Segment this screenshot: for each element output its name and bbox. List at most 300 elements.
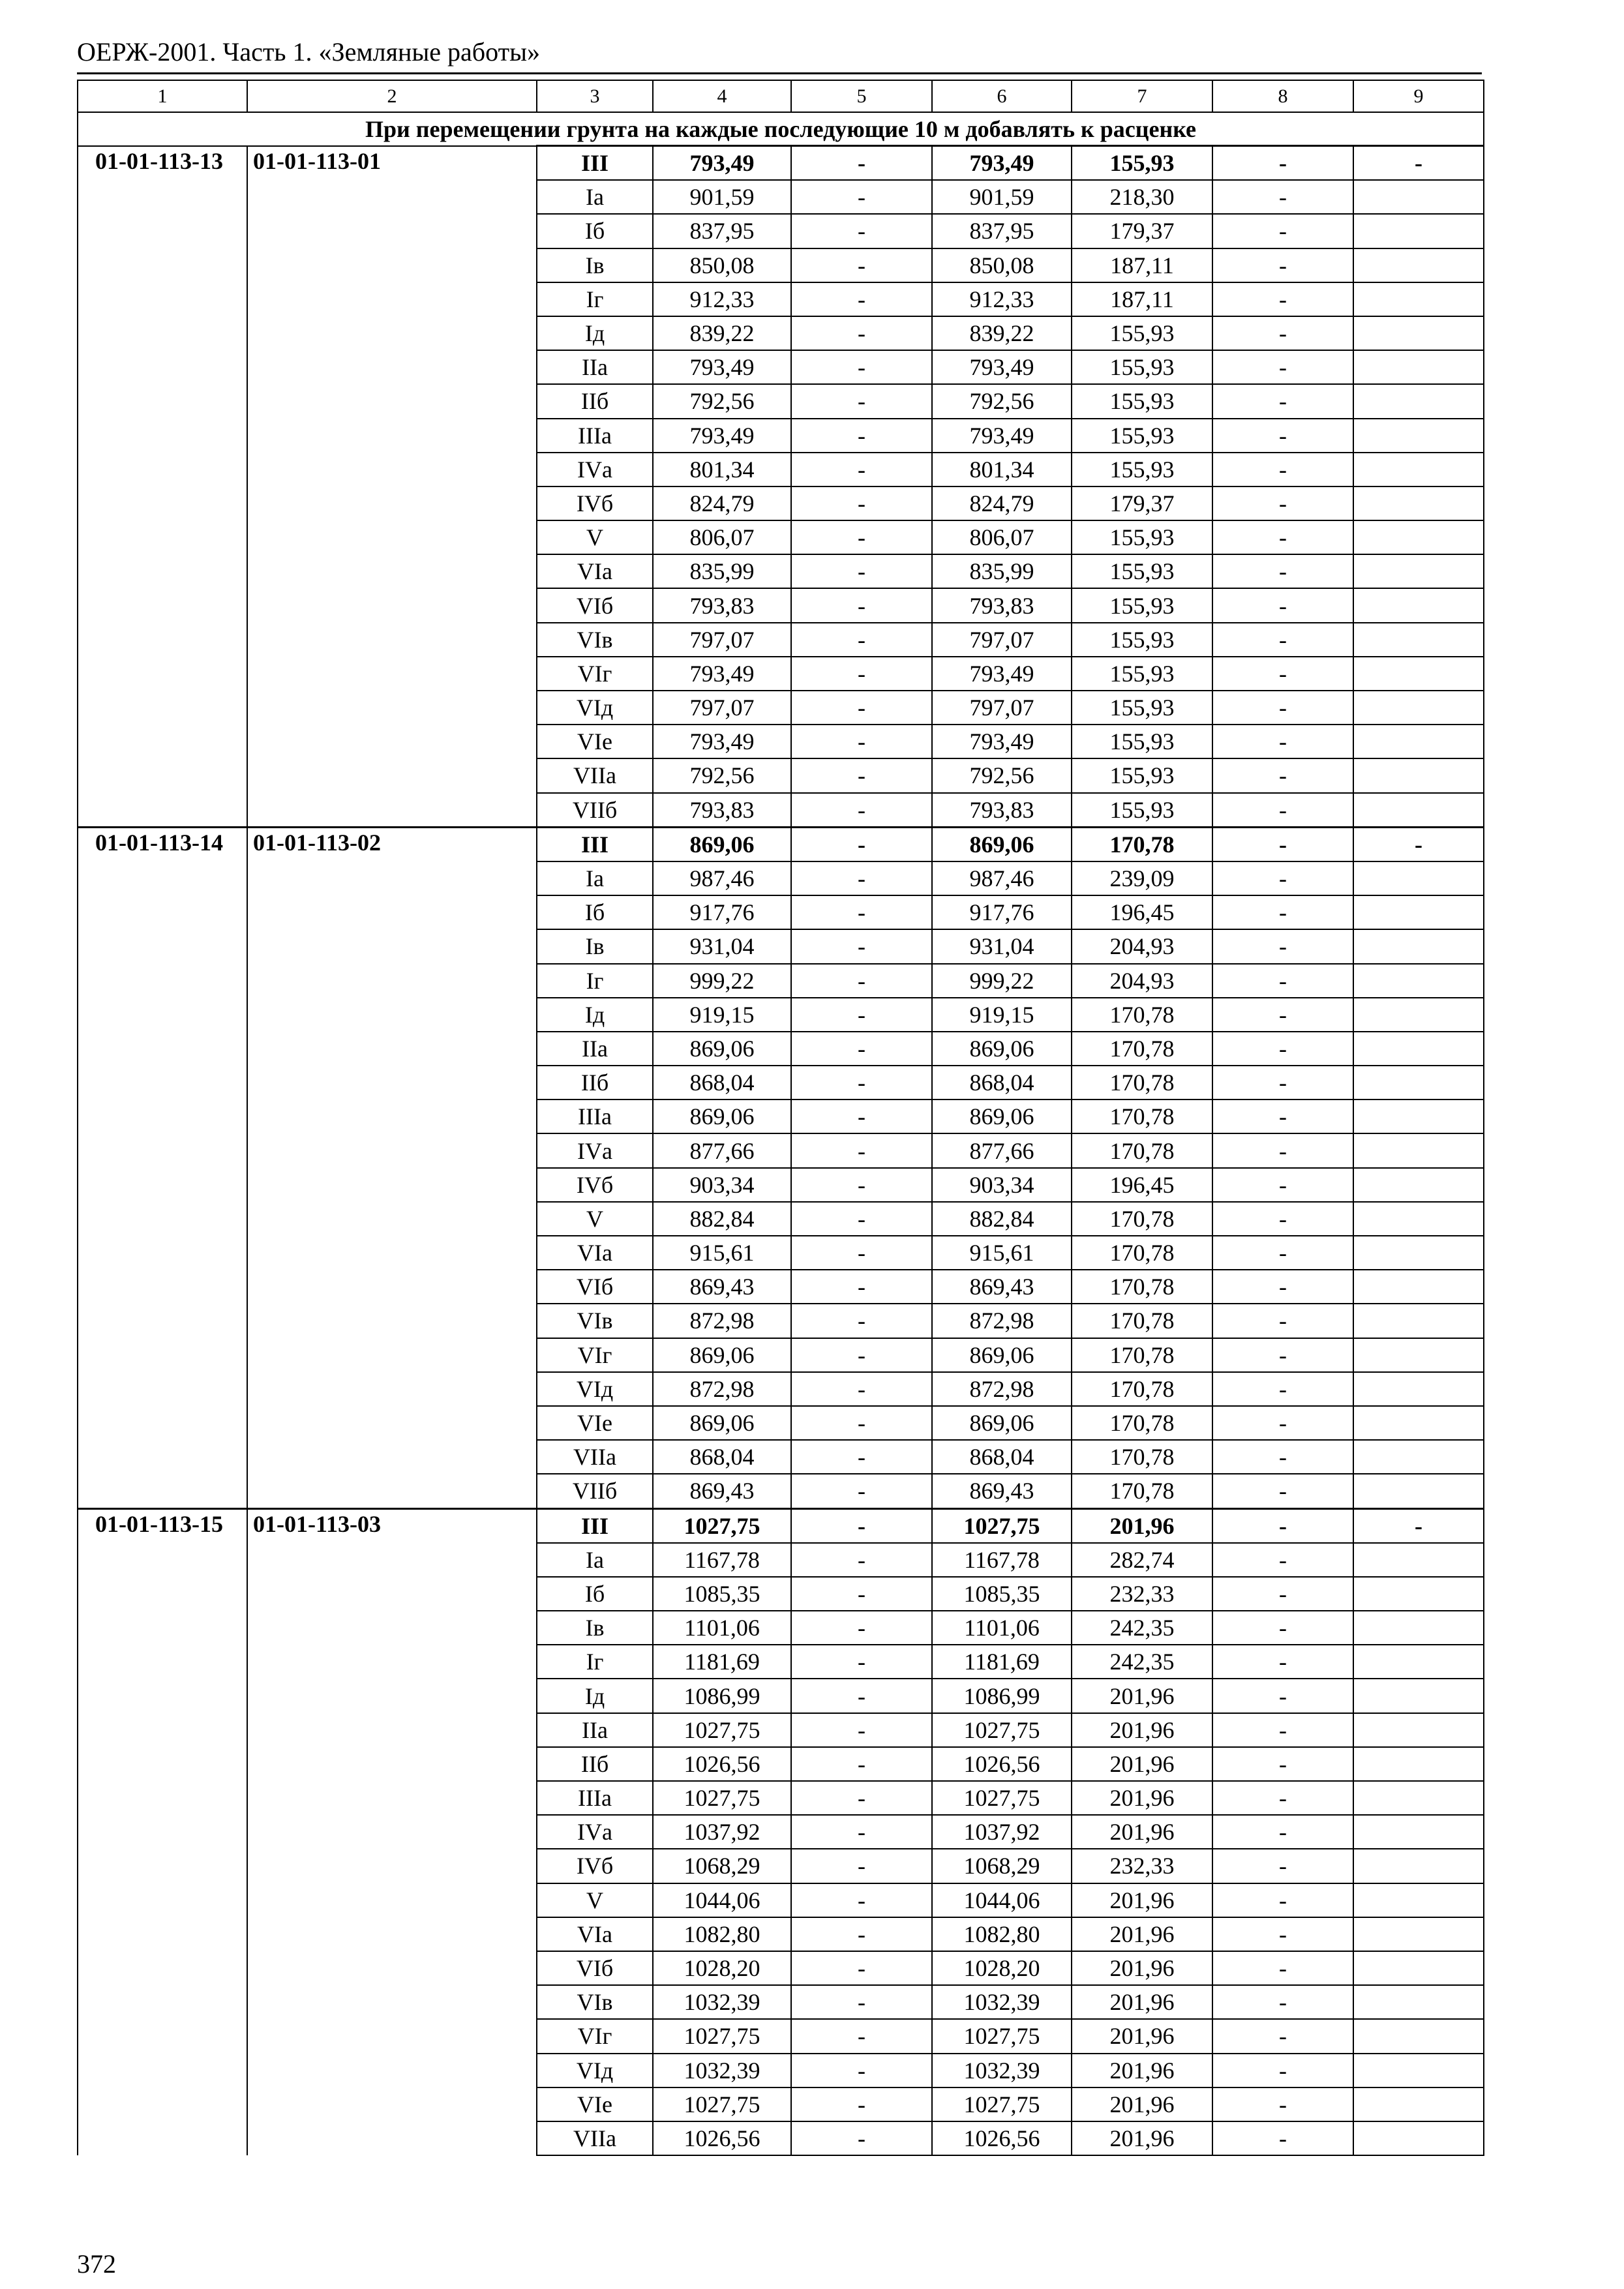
table-row <box>78 1508 1484 1543</box>
value-col8-cell: - <box>1212 180 1353 214</box>
value-col7-cell: 170,78 <box>1072 1270 1212 1304</box>
value-col9-cell <box>1353 1679 1484 1713</box>
value-col7-cell: 155,93 <box>1072 758 1212 792</box>
value-col8-cell: - <box>1212 1066 1353 1100</box>
value-col9-cell <box>1353 1849 1484 1883</box>
value-col4-cell: 868,04 <box>653 1440 791 1474</box>
value-col9-cell <box>1353 2087 1484 2121</box>
value-col8-cell: - <box>1212 929 1353 963</box>
value-col4-cell: 919,15 <box>653 998 791 1032</box>
value-col4-cell: 1026,56 <box>653 1747 791 1781</box>
value-col7-cell: 170,78 <box>1072 1338 1212 1372</box>
value-col7-cell: 155,93 <box>1072 691 1212 725</box>
value-col9-cell <box>1353 1474 1484 1508</box>
value-col9-cell <box>1353 1338 1484 1372</box>
value-col6-cell: 1027,75 <box>932 2019 1072 2053</box>
soil-group-cell: IIб <box>537 1066 653 1100</box>
soil-group-cell: Iв <box>537 929 653 963</box>
value-col6-cell: 872,98 <box>932 1372 1072 1406</box>
value-col8-cell: - <box>1212 419 1353 453</box>
value-col6-cell: 824,79 <box>932 486 1072 520</box>
section-title: При перемещении грунта на каждые последующие 10 м добавлять к расценке <box>78 112 1484 146</box>
value-col6-cell: 835,99 <box>932 554 1072 588</box>
value-col5-cell: - <box>791 793 932 828</box>
value-col7-cell: 155,93 <box>1072 554 1212 588</box>
value-col4-cell: 1068,29 <box>653 1849 791 1883</box>
value-col7-cell: 196,45 <box>1072 1168 1212 1202</box>
value-col7-cell: 242,35 <box>1072 1645 1212 1679</box>
value-col9-cell <box>1353 725 1484 758</box>
value-col8-cell: - <box>1212 1713 1353 1747</box>
soil-group-cell: V <box>537 520 653 554</box>
value-col8-cell: - <box>1212 1611 1353 1645</box>
value-col9-cell <box>1353 1202 1484 1236</box>
value-col8-cell: - <box>1212 350 1353 384</box>
value-col6-cell: 1068,29 <box>932 1849 1072 1883</box>
value-col4-cell: 872,98 <box>653 1304 791 1338</box>
value-col9-cell <box>1353 554 1484 588</box>
value-col5-cell: - <box>791 1951 932 1985</box>
value-col7-cell: 232,33 <box>1072 1849 1212 1883</box>
value-col5-cell: - <box>791 1679 932 1713</box>
value-col7-cell: 201,96 <box>1072 1747 1212 1781</box>
value-col6-cell: 869,06 <box>932 1100 1072 1133</box>
soil-group-cell: Iв <box>537 248 653 282</box>
soil-group-cell: VIIа <box>537 1440 653 1474</box>
value-col9-cell <box>1353 1951 1484 1985</box>
value-col6-cell: 1027,75 <box>932 1713 1072 1747</box>
value-col4-cell: 793,49 <box>653 725 791 758</box>
value-col9-cell <box>1353 1543 1484 1577</box>
value-col7-cell: 170,78 <box>1072 1202 1212 1236</box>
value-col9-cell <box>1353 248 1484 282</box>
table-row <box>78 827 1484 861</box>
value-col8-cell: - <box>1212 1032 1353 1066</box>
soil-group-cell: VIе <box>537 1406 653 1440</box>
value-col8-cell: - <box>1212 725 1353 758</box>
value-col5-cell: - <box>791 1133 932 1167</box>
value-col8-cell: - <box>1212 1440 1353 1474</box>
value-col6-cell: 1027,75 <box>932 1508 1072 1543</box>
column-number: 6 <box>932 80 1072 112</box>
value-col8-cell: - <box>1212 1747 1353 1781</box>
value-col7-cell: 239,09 <box>1072 861 1212 895</box>
soil-group-cell: Iб <box>537 895 653 929</box>
value-col5-cell: - <box>791 1645 932 1679</box>
value-col9-cell <box>1353 453 1484 486</box>
value-col7-cell: 282,74 <box>1072 1543 1212 1577</box>
value-col9-cell <box>1353 1781 1484 1815</box>
rates-table <box>77 80 1484 2156</box>
value-col6-cell: 869,06 <box>932 1338 1072 1372</box>
value-col5-cell: - <box>791 1883 932 1917</box>
value-col4-cell: 915,61 <box>653 1236 791 1270</box>
value-col7-cell: 170,78 <box>1072 1304 1212 1338</box>
value-col9-cell <box>1353 1100 1484 1133</box>
value-col4-cell: 869,06 <box>653 1338 791 1372</box>
value-col8-cell: - <box>1212 1679 1353 1713</box>
value-col8-cell: - <box>1212 1100 1353 1133</box>
value-col7-cell: 187,11 <box>1072 248 1212 282</box>
value-col6-cell: 1028,20 <box>932 1951 1072 1985</box>
value-col8-cell: - <box>1212 282 1353 316</box>
value-col8-cell: - <box>1212 1815 1353 1849</box>
value-col4-cell: 917,76 <box>653 895 791 929</box>
value-col5-cell: - <box>791 623 932 657</box>
soil-group-cell: VIг <box>537 657 653 691</box>
value-col6-cell: 1026,56 <box>932 1747 1072 1781</box>
value-col9-cell <box>1353 419 1484 453</box>
value-col9-cell <box>1353 1032 1484 1066</box>
value-col8-cell: - <box>1212 2121 1353 2155</box>
base-rate-code-cell: 01-01-113-02 <box>247 827 537 1508</box>
value-col4-cell: 999,22 <box>653 964 791 998</box>
value-col4-cell: 931,04 <box>653 929 791 963</box>
value-col7-cell: 201,96 <box>1072 1508 1212 1543</box>
value-col7-cell: 155,93 <box>1072 588 1212 622</box>
value-col7-cell: 155,93 <box>1072 623 1212 657</box>
value-col8-cell: - <box>1212 2054 1353 2087</box>
value-col8-cell: - <box>1212 146 1353 181</box>
value-col6-cell: 868,04 <box>932 1066 1072 1100</box>
soil-group-cell: VIд <box>537 2054 653 2087</box>
soil-group-cell: IVа <box>537 1815 653 1849</box>
value-col6-cell: 872,98 <box>932 1304 1072 1338</box>
soil-group-cell: Iа <box>537 861 653 895</box>
value-col5-cell: - <box>791 588 932 622</box>
value-col6-cell: 869,06 <box>932 1032 1072 1066</box>
soil-group-cell: Iд <box>537 316 653 350</box>
value-col4-cell: 1082,80 <box>653 1917 791 1951</box>
value-col5-cell: - <box>791 691 932 725</box>
value-col8-cell: - <box>1212 453 1353 486</box>
column-number: 5 <box>791 80 932 112</box>
value-col8-cell: - <box>1212 554 1353 588</box>
value-col5-cell: - <box>791 1032 932 1066</box>
rate-code-cell: 01-01-113-15 <box>78 1508 247 2155</box>
value-col4-cell: 901,59 <box>653 180 791 214</box>
value-col4-cell: 1101,06 <box>653 1611 791 1645</box>
value-col5-cell: - <box>791 1815 932 1849</box>
value-col4-cell: 869,43 <box>653 1474 791 1508</box>
value-col9-cell <box>1353 657 1484 691</box>
value-col4-cell: 869,06 <box>653 1032 791 1066</box>
value-col8-cell: - <box>1212 1474 1353 1508</box>
value-col9-cell <box>1353 350 1484 384</box>
value-col9-cell: - <box>1353 146 1484 181</box>
value-col6-cell: 869,43 <box>932 1270 1072 1304</box>
soil-group-cell: VIв <box>537 1985 653 2019</box>
value-col4-cell: 793,83 <box>653 793 791 828</box>
value-col6-cell: 1027,75 <box>932 1781 1072 1815</box>
value-col9-cell <box>1353 1611 1484 1645</box>
value-col8-cell: - <box>1212 1577 1353 1611</box>
soil-group-cell: IVа <box>537 453 653 486</box>
soil-group-cell: Iб <box>537 214 653 248</box>
value-col4-cell: 903,34 <box>653 1168 791 1202</box>
value-col6-cell: 1101,06 <box>932 1611 1072 1645</box>
value-col8-cell: - <box>1212 1202 1353 1236</box>
value-col4-cell: 850,08 <box>653 248 791 282</box>
value-col8-cell: - <box>1212 861 1353 895</box>
value-col8-cell: - <box>1212 1917 1353 1951</box>
value-col5-cell: - <box>791 248 932 282</box>
value-col4-cell: 1027,75 <box>653 1781 791 1815</box>
value-col5-cell: - <box>791 453 932 486</box>
value-col6-cell: 1032,39 <box>932 1985 1072 2019</box>
value-col7-cell: 155,93 <box>1072 657 1212 691</box>
value-col6-cell: 797,07 <box>932 623 1072 657</box>
value-col4-cell: 793,49 <box>653 350 791 384</box>
soil-group-cell: Iа <box>537 1543 653 1577</box>
value-col7-cell: 201,96 <box>1072 1679 1212 1713</box>
soil-group-cell: III <box>537 146 653 181</box>
value-col5-cell: - <box>791 2121 932 2155</box>
value-col4-cell: 839,22 <box>653 316 791 350</box>
value-col6-cell: 1027,75 <box>932 2087 1072 2121</box>
value-col6-cell: 793,49 <box>932 419 1072 453</box>
value-col7-cell: 155,93 <box>1072 520 1212 554</box>
value-col8-cell: - <box>1212 793 1353 828</box>
value-col7-cell: 155,93 <box>1072 793 1212 828</box>
value-col7-cell: 170,78 <box>1072 1440 1212 1474</box>
value-col5-cell: - <box>791 1747 932 1781</box>
rate-code-cell: 01-01-113-13 <box>78 146 247 828</box>
value-col4-cell: 1032,39 <box>653 2054 791 2087</box>
value-col9-cell <box>1353 1713 1484 1747</box>
value-col7-cell: 196,45 <box>1072 895 1212 929</box>
value-col9-cell <box>1353 1372 1484 1406</box>
column-number: 9 <box>1353 80 1484 112</box>
value-col9-cell <box>1353 2019 1484 2053</box>
value-col5-cell: - <box>791 895 932 929</box>
value-col5-cell: - <box>791 1270 932 1304</box>
soil-group-cell: VIв <box>537 623 653 657</box>
value-col9-cell <box>1353 1815 1484 1849</box>
value-col7-cell: 170,78 <box>1072 1100 1212 1133</box>
base-rate-code-cell: 01-01-113-03 <box>247 1508 537 2155</box>
value-col8-cell: - <box>1212 248 1353 282</box>
rates-table-container <box>77 80 1483 2156</box>
value-col7-cell: 170,78 <box>1072 1066 1212 1100</box>
value-col9-cell <box>1353 793 1484 828</box>
value-col7-cell: 201,96 <box>1072 1781 1212 1815</box>
column-number: 1 <box>78 80 247 112</box>
value-col8-cell: - <box>1212 895 1353 929</box>
value-col6-cell: 793,49 <box>932 350 1072 384</box>
value-col6-cell: 919,15 <box>932 998 1072 1032</box>
value-col4-cell: 1044,06 <box>653 1883 791 1917</box>
value-col8-cell: - <box>1212 1236 1353 1270</box>
value-col7-cell: 187,11 <box>1072 282 1212 316</box>
value-col9-cell: - <box>1353 827 1484 861</box>
value-col8-cell: - <box>1212 758 1353 792</box>
value-col5-cell: - <box>791 2019 932 2053</box>
soil-group-cell: VIб <box>537 1951 653 1985</box>
soil-group-cell: VIд <box>537 691 653 725</box>
value-col8-cell: - <box>1212 1304 1353 1338</box>
value-col7-cell: 155,93 <box>1072 384 1212 418</box>
value-col5-cell: - <box>791 929 932 963</box>
soil-group-cell: VIIа <box>537 2121 653 2155</box>
value-col5-cell: - <box>791 964 932 998</box>
soil-group-cell: III <box>537 827 653 861</box>
value-col9-cell <box>1353 1985 1484 2019</box>
value-col7-cell: 204,93 <box>1072 964 1212 998</box>
value-col6-cell: 850,08 <box>932 248 1072 282</box>
value-col6-cell: 839,22 <box>932 316 1072 350</box>
value-col5-cell: - <box>791 1849 932 1883</box>
value-col7-cell: 201,96 <box>1072 2019 1212 2053</box>
value-col4-cell: 869,06 <box>653 1100 791 1133</box>
soil-group-cell: Iг <box>537 964 653 998</box>
value-col6-cell: 912,33 <box>932 282 1072 316</box>
value-col6-cell: 987,46 <box>932 861 1072 895</box>
value-col6-cell: 903,34 <box>932 1168 1072 1202</box>
value-col6-cell: 1181,69 <box>932 1645 1072 1679</box>
value-col6-cell: 869,06 <box>932 1406 1072 1440</box>
soil-group-cell: IVб <box>537 1168 653 1202</box>
value-col7-cell: 201,96 <box>1072 1713 1212 1747</box>
value-col6-cell: 1032,39 <box>932 2054 1072 2087</box>
value-col6-cell: 793,49 <box>932 146 1072 181</box>
value-col6-cell: 1044,06 <box>932 1883 1072 1917</box>
soil-group-cell: IIIа <box>537 1781 653 1815</box>
soil-group-cell: VIе <box>537 725 653 758</box>
value-col5-cell: - <box>791 1611 932 1645</box>
value-col8-cell: - <box>1212 1985 1353 2019</box>
value-col9-cell <box>1353 2121 1484 2155</box>
value-col4-cell: 1027,75 <box>653 1508 791 1543</box>
value-col7-cell: 155,93 <box>1072 419 1212 453</box>
value-col5-cell: - <box>791 758 932 792</box>
value-col4-cell: 882,84 <box>653 1202 791 1236</box>
value-col4-cell: 837,95 <box>653 214 791 248</box>
value-col9-cell <box>1353 758 1484 792</box>
value-col9-cell <box>1353 1066 1484 1100</box>
value-col6-cell: 931,04 <box>932 929 1072 963</box>
value-col9-cell <box>1353 384 1484 418</box>
column-number: 2 <box>247 80 537 112</box>
value-col5-cell: - <box>791 657 932 691</box>
value-col4-cell: 869,06 <box>653 1406 791 1440</box>
value-col6-cell: 806,07 <box>932 520 1072 554</box>
value-col4-cell: 868,04 <box>653 1066 791 1100</box>
value-col5-cell: - <box>791 1985 932 2019</box>
value-col5-cell: - <box>791 998 932 1032</box>
value-col5-cell: - <box>791 1917 932 1951</box>
soil-group-cell: VIб <box>537 588 653 622</box>
value-col4-cell: 797,07 <box>653 691 791 725</box>
value-col7-cell: 170,78 <box>1072 1474 1212 1508</box>
soil-group-cell: IIб <box>537 384 653 418</box>
value-col5-cell: - <box>791 1100 932 1133</box>
value-col6-cell: 792,56 <box>932 384 1072 418</box>
soil-group-cell: IVб <box>537 486 653 520</box>
value-col9-cell <box>1353 623 1484 657</box>
value-col7-cell: 232,33 <box>1072 1577 1212 1611</box>
value-col5-cell: - <box>791 2054 932 2087</box>
value-col5-cell: - <box>791 1474 932 1508</box>
value-col8-cell: - <box>1212 384 1353 418</box>
value-col7-cell: 155,93 <box>1072 316 1212 350</box>
value-col8-cell: - <box>1212 691 1353 725</box>
value-col7-cell: 201,96 <box>1072 1951 1212 1985</box>
value-col5-cell: - <box>791 725 932 758</box>
value-col7-cell: 170,78 <box>1072 1133 1212 1167</box>
column-number: 7 <box>1072 80 1212 112</box>
soil-group-cell: IIб <box>537 1747 653 1781</box>
value-col8-cell: - <box>1212 486 1353 520</box>
column-number: 3 <box>537 80 653 112</box>
value-col5-cell: - <box>791 384 932 418</box>
value-col8-cell: - <box>1212 2019 1353 2053</box>
soil-group-cell: IIа <box>537 350 653 384</box>
value-col9-cell <box>1353 1645 1484 1679</box>
value-col9-cell <box>1353 1917 1484 1951</box>
value-col9-cell <box>1353 214 1484 248</box>
value-col4-cell: 1027,75 <box>653 1713 791 1747</box>
value-col8-cell: - <box>1212 520 1353 554</box>
value-col7-cell: 155,93 <box>1072 725 1212 758</box>
value-col4-cell: 912,33 <box>653 282 791 316</box>
value-col4-cell: 1086,99 <box>653 1679 791 1713</box>
base-rate-code-cell: 01-01-113-01 <box>247 146 537 828</box>
column-number: 8 <box>1212 80 1353 112</box>
value-col6-cell: 1037,92 <box>932 1815 1072 1849</box>
value-col7-cell: 179,37 <box>1072 486 1212 520</box>
value-col7-cell: 170,78 <box>1072 827 1212 861</box>
soil-group-cell: VIб <box>537 1270 653 1304</box>
value-col4-cell: 869,06 <box>653 827 791 861</box>
section-title-row <box>78 112 1484 146</box>
value-col6-cell: 917,76 <box>932 895 1072 929</box>
value-col9-cell <box>1353 520 1484 554</box>
value-col5-cell: - <box>791 214 932 248</box>
value-col6-cell: 1026,56 <box>932 2121 1072 2155</box>
value-col4-cell: 877,66 <box>653 1133 791 1167</box>
value-col5-cell: - <box>791 146 932 181</box>
value-col4-cell: 1027,75 <box>653 2087 791 2121</box>
value-col4-cell: 1037,92 <box>653 1815 791 1849</box>
soil-group-cell: Iб <box>537 1577 653 1611</box>
value-col7-cell: 170,78 <box>1072 1406 1212 1440</box>
value-col8-cell: - <box>1212 2087 1353 2121</box>
value-col9-cell <box>1353 861 1484 895</box>
value-col9-cell: - <box>1353 1508 1484 1543</box>
value-col5-cell: - <box>791 1236 932 1270</box>
value-col4-cell: 793,49 <box>653 657 791 691</box>
value-col7-cell: 242,35 <box>1072 1611 1212 1645</box>
value-col5-cell: - <box>791 827 932 861</box>
value-col8-cell: - <box>1212 964 1353 998</box>
value-col4-cell: 793,49 <box>653 419 791 453</box>
value-col5-cell: - <box>791 861 932 895</box>
value-col4-cell: 1027,75 <box>653 2019 791 2053</box>
soil-group-cell: VIд <box>537 1372 653 1406</box>
value-col5-cell: - <box>791 1168 932 1202</box>
value-col9-cell <box>1353 998 1484 1032</box>
value-col9-cell <box>1353 316 1484 350</box>
value-col8-cell: - <box>1212 1270 1353 1304</box>
value-col5-cell: - <box>791 1338 932 1372</box>
value-col7-cell: 201,96 <box>1072 2087 1212 2121</box>
value-col6-cell: 999,22 <box>932 964 1072 998</box>
value-col5-cell: - <box>791 1304 932 1338</box>
value-col8-cell: - <box>1212 623 1353 657</box>
soil-group-cell: VIIб <box>537 1474 653 1508</box>
value-col5-cell: - <box>791 520 932 554</box>
